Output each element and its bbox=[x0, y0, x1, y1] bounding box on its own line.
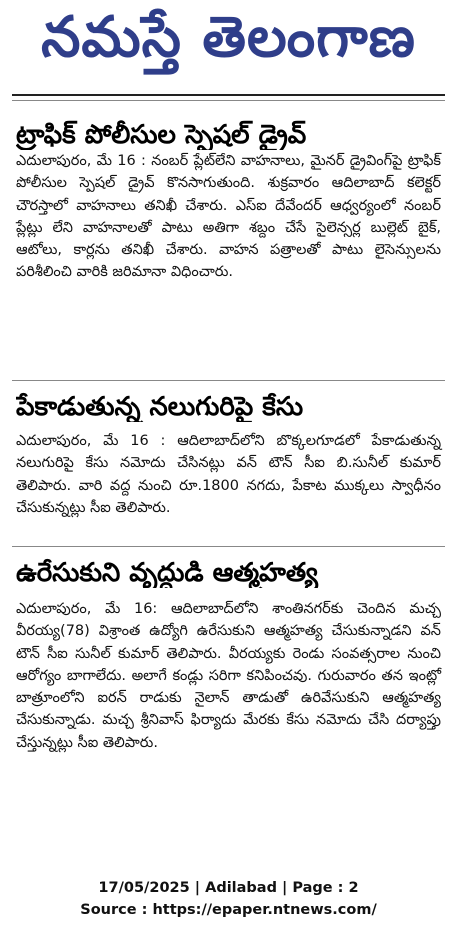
article-1-body: ఎదులాపురం, మే 16 : నంబర్ ప్లేట్‌లేని వాహనాలు, మైనర్ డ్రైవింగ్‌పై ట్రాఫిక్ పోలీసుల స్పెషల్ డ్రైవ్ కొనసాగుతుంది. శుక్రవారం ఆదిలాబాద్ కలెక్టర్ చౌరస్తాలో వాహనాలు తనిఖీ చేశారు. ఎస్ఐ దేవేందర్ ఆధ్వర్యంలో నంబర్ ప్లేట్లు లేని వాహనాలతో పాటు అతిగా శబ్దం చేసే సైలెన్సర్ల బుల్లెట్ బైక్, ఆటోలు, కార్లను తనిఖీ చేశారు. వాహన పత్రాలతో పాటు లైసెన్సులను పరిశీలించి వారికి జరిమానా విధించారు. bbox=[16, 153, 441, 281]
article-3-body: ఎదులాపురం, మే 16: ఆదిలాబాద్‌లోని శాంతినగర్‌కు చెందిన మచ్చ వీరయ్య(78) విశ్రాంత ఉద్యోగి ఉరేసుకుని ఆత్మహత్య చేసుకున్నాడని వన్ టౌన్ సీఐ సునీల్ కుమార్ తెలిపారు. వీరయ్యకు రెండు సంవత్సరాల నుంచి ఆరోగ్యం బాగాలేదు. అలాగే కండ్లు సరిగా కనిపించవు. గురువారం తన ఇంట్లో బాత్రూంలోని ఐరన్ రాడుకు నైలాన్ తాడుతో ఉరివేసుకుని ఆత్మహత్య చేసుకున్నాడు. మచ్చ శ్రీనివాస్ ఫిర్యాదు మేరకు కేసు నమోదు చేసి దర్యాప్తు చేస్తున్నట్లు సీఐ తెలిపారు. bbox=[16, 601, 441, 751]
article-3-headline: ఉరేసుకుని వృద్ధుడి ఆత్మహత్య bbox=[16, 558, 318, 588]
article-divider-1 bbox=[12, 380, 445, 381]
masthead-divider-thin bbox=[12, 100, 445, 101]
article-2-body: ఎదులాపురం, మే 16 : ఆదిలాబాద్‌లోని బొక్కలగూడలో పేకాడుతున్న నలుగురిపై కేసు నమోదు చేసినట్లు వన్ టౌన్ సీఐ బి.సునీల్ కుమార్ తెలిపారు. వారి వద్ద నుంచి రూ.1800 నగదు, పేకాట ముక్కలు స్వాధీనం చేసుకున్నట్లు సీఐ తెలిపారు. bbox=[16, 433, 441, 516]
newspaper-masthead: నమస్తే తెలంగాణ bbox=[41, 6, 416, 70]
article-2-headline: పేకాడుతున్న నలుగురిపై కేసు bbox=[16, 392, 304, 422]
footer-date-edition: 17/05/2025 | Adilabad | Page : 2 bbox=[98, 880, 359, 896]
article-divider-2 bbox=[12, 546, 445, 547]
footer-source-link[interactable]: Source : https://epaper.ntnews.com/ bbox=[80, 902, 377, 918]
masthead-divider bbox=[12, 94, 445, 96]
article-1-headline: ట్రాఫిక్ పోలీసుల స్పెషల్ డ్రైవ్ bbox=[16, 120, 307, 150]
